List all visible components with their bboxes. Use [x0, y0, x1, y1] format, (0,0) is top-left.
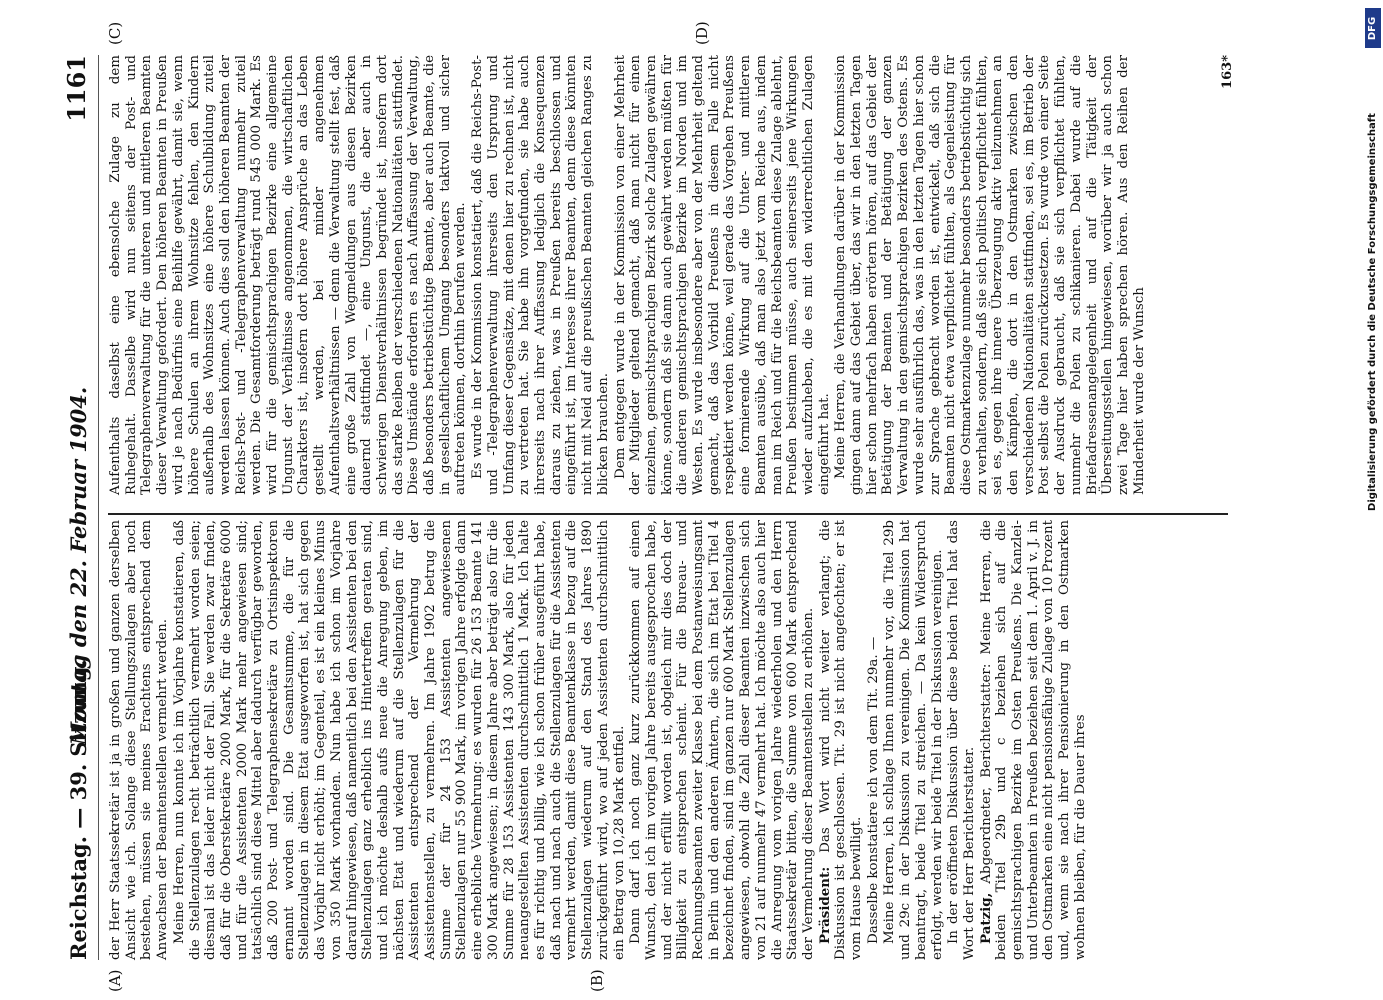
paragraph: Dann darf ich noch ganz kurz zurückkommen auf einen Wunsch, den ich im vorigen Jahre bereits ausgesprochen habe, und der nicht erfüllt worden ist, obgleich mir dies doch der Billigkeit zu entsprechen scheint. Für die Bureau- und Rechnungsbeamten zweiter Klasse bei dem Postanweisungsamt in Berlin und den anderen Ämtern, die sich im Etat bei Titel 4 bezeichnet finden, sind im ganzen nur 600 Mark Stellenzulagen angewiesen, obwohl die Zahl dieser Beamten inzwischen sich von 21 auf nunmehr 47 vermehrt hat. Ich möchte also auch hier die Anregung vom vorigen Jahre wiederholen und den Herrn Staatssekretär bitten, die Summe von 600 Mark entsprechend der Vermehrung dieser Beamtenstellen zu erhöhen. — [628, 520, 816, 960]
dfg-logo: DFG — [1365, 8, 1381, 48]
margin-letter-a: (A) — [106, 969, 124, 992]
paragraph: Meine Herren, ich schlage Ihnen nunmehr vor, die Titel 29b und 29c in der Diskussion zu vereinigen. Die Kommission hat beantragt, beide Titel zu streichen. — Da kein Widerspruch erfolgt, werden wir beide Titel in der Diskussion vereinigen. — [882, 520, 945, 960]
paragraph: der Herr Staatssekretär ist ja in großen und ganzen derselben Ansicht wie ich. Solange diese Stellungszulagen aber noch bestehen, müssen sie meines Erachtens entsprechend dem Anwachsen der Beamtenstellen vermehrt werden. — [108, 520, 171, 960]
margin-letter-c: (C) — [106, 21, 124, 45]
header-section-title: Reichstag. — 39. Sitzung. — [66, 659, 91, 960]
paragraph — [979, 520, 1089, 960]
paragraph: Dasselbe konstatiere ich von dem Tit. 29a. — — [865, 636, 881, 944]
paragraph: Dem entgegen wurde in der Kommission von einer Mehrheit der Mitglieder geltend gemacht, daß man nicht für einen einzelnen, gemischtsprachigen Bezirk solche Zulagen gewähren könne, sondern daß sie dann auch gewährt werden müßten für die anderen gemischtsprachigen Bezirke im Norden und im Westen. Es wurde insbesondere aber von der Mehrheit geltend gemacht, daß das Vorbild Preußens in diesem Falle nicht respektiert werden könne, weil gerade das Vorgehen Preußens eine formierende Wirkung auf die Unter- und mittleren Beamten ausübe, daß man also jetzt vom Reiche aus, indem man im Reich und für die Reichsbeamten diese Zulage ablehnt, Preußen bestimmen müsse, auch seinerseits jene Wirkungen wieder aufzuheben, die es mit den widerrechtlichen Zulagen eingeführt hat. — [612, 55, 832, 495]
header-rule — [98, 55, 99, 960]
page-number: 1161 — [62, 55, 91, 122]
paragraph: In der eröffneten Diskussion über diese beiden Titel hat das Wort der Herr Berichterstatter. — [946, 520, 977, 960]
speaker-label: Präsident: — [816, 866, 833, 944]
digitization-sidebar — [1365, 8, 1381, 992]
paragraph: Aufenthalts daselbst eine ebensolche Zulage zu dem Ruhegehalt. Dasselbe wird nun seitens der Post- und Telegraphenverwaltung für die unteren und mittleren Beamten dieser Verwaltung gefordert. Den höheren Beamten in Preußen wird je nach Bedürfnis eine Beihilfe gewährt, damit sie, wenn höhere Schulen an ihrem Wohnsitze fehlen, den Kindern außerhalb des Wohnsitzes eine höhere Schulbildung zuteil werden lassen können. Auch dies soll den höheren Beamten der Reichs-Post- und -Telegraphenverwaltung nunmehr zuteil werden. Die Gesamtforderung beträgt rund 545 000 Mark. Es wird für die gemischtsprachigen Bezirke eine allgemeine Ungunst der Verhältnisse angenommen, die wirtschaftlichen Charakters ist, insofern dort höhere Ansprüche an das Leben gestellt werden, bei minder angenehmen Aufenthaltsverhältnissen — denn die Verwaltung stellt fest, daß eine große Zahl von Wegmeldungen aus diesen Bezirken dauernd stattfindet —, eine Ungunst, die aber auch in schwierigen Dienstverhältnissen begründet ist, insofern dort das starke Reiben der verschiedenen Nationalitäten stattfindet. Diese Umstände erfordern es nach Auffassung der Verwaltung, daß besonders betriebstüchtige Beamte, aber auch Beamte, die in gesellschaftlichem Umgang besonders taktvoll und sicher auftreten können, dorthin berufen werden. — [108, 55, 469, 495]
paragraph: Meine Herren, die Verhandlungen darüber in der Kommission gingen dann auf das Gebiet über, das wir in den letzten Tagen hier schon mehrfach haben erörtern hören, auf das Gebiet der Betätigung der Beamten und der Betätigung der ganzen Verwaltung in den gemischtsprachigen Bezirken des Ostens. Es wurde sehr ausführlich das, was in den letzten Tagen hier schon zur Sprache gebracht worden ist, entwickelt, daß sich die Beamten nicht etwa verpflichtet fühlten, als Gegenleistung für diese Ostmarkenzulage nunmehr besonders betriebstüchtig sich zu verhalten, sondern, daß sie sich politisch verpflichtet fühlten, sei es, gegen ihre innere Überzeugung aktiv teilzunehmen an den Kämpfen, die dort in den Ostmarken zwischen den verschiedenen Nationalitäten stattfinden, sei es, im Betrieb der Post selbst die Polen zurückzusetzen. Es wurde von einer Seite der Ausdruck gebraucht, daß sie sich verpflichtet fühlten, nunmehr die Polen zu schikanieren. Dabei wurde auf die Briefadressenangelegenheit und auf die Tätigkeit der Überseitungsstellen hingewiesen, worüber wir ja auch schon zwei Tage hier haben sprechen hören. Aus den Reihen der Minderheit wurde der Wunsch — [833, 55, 1147, 495]
speech-text: Abgeordneter, Berichterstatter: Meine Herren, die beiden Titel 29b und c beziehen sich auf die gemischtsprachigen Bezirke im Osten Preußens. Die Kanzlei- und Unterbeamten in Preußen beziehen seit dem 1. April v. J. in den Ostmarken eine nicht pensionsfähige Zulage von 10 Prozent und, wenn sie nach ihrer Pensionierung in den Ostmarken wohnen bleiben, für die Dauer ihres — [978, 520, 1088, 960]
header-date: Montag den 22. Februar 1904. — [66, 386, 91, 745]
left-column — [108, 520, 1090, 960]
page-footer-signature: 163* — [1220, 55, 1235, 89]
column-divider — [108, 513, 1228, 515]
margin-letter-d: (D) — [693, 21, 711, 45]
speech-text: Das Wort wird nicht weiter verlangt; die Diskussion ist geschlossen. Tit. 29 ist nicht angefochten; er ist vom Hause bewilligt. — [817, 520, 865, 960]
page-header — [62, 55, 102, 960]
paragraph: Meine Herren, nun konnte ich im Vorjahre konstatieren, daß die Stellenzulagen recht beträchtlich vermehrt worden seien; diesmal ist das leider nicht der Fall. Sie werden zwar finden, daß für die Oberstekretäre 2000 Mark, für die Sekretäre 6000 und für die Assistenten 2000 Mark mehr angewiesen sind; tatsächlich sind diese Mittel aber dadurch verfügbar geworden, daß 200 Post- und Telegraphensekretäre zu Ortsinspektoren ernannt worden sind. Die Gesamtsumme, die für die Stellenzulagen in diesem Etat ausgeworfen ist, hat sich gegen das Vorjahr nicht erhöht; im Gegenteil, es ist ein kleines Minus von 350 Mark vorhanden. Nun habe ich schon im Vorjahre darauf hingewiesen, daß namentlich bei den Assistenten bei den Stellenzulagen ganz erheblich ins Hintertreffen geraten sind, und ich möchte deshalb aufs neue die Anregung geben, im nächsten Etat und wiederum auf die Stellenzulagen für die Assistenten entsprechend der Vermehrung der Assistentenstellen, zu vermehren. Im Jahre 1902 betrug die Summe der für 24 153 Assistenten angewiesenen Stellenzulagen nur 55 900 Mark, im vorigen Jahre erfolgte dann eine erhebliche Vermehrung: es wurden für 26 153 Beamte 141 300 Mark angewiesen; in diesem Jahre aber beträgt also für die Summe für 28 153 Assistenten 143 300 Mark, also für jeden neuangestellten Assistenten durchschnittlich 1 Mark. Ich halte es für richtig und billig, wie ich schon früher ausgeführt habe, daß nach und nach auch die Stellenzulagen für die Assistenten vermehrt werden, damit diese Beamtenklasse in bezug auf die Stellenzulagen wiederum auf den Stand des Jahres 1890 zurückgeführt wird, wo auf jeden Assistenten durchschnittlich ein Betrag von 10,28 Mark entfiel. — [171, 520, 627, 960]
paragraph: Es wurde in der Kommission konstatiert, daß die Reichs-Post- und -Telegraphenverwaltung ihrerseits den Ursprung und Umfang dieser Gegensätze, mit denen hier zu rechnen ist, nicht zu vertreten hat. Sie habe ihn vorgefunden, sie habe auch ihrerseits nach ihrer Auffassung lediglich die Konsequenzen daraus zu ziehen, was in Preußen bereits beschlossen und eingeführt ist, im Interesse ihrer Beamten, denn diese könnten nicht mit Neid auf die preußischen Beamten gleichen Ranges zu blicken brauchen. — [470, 55, 611, 495]
right-column — [108, 55, 1148, 495]
paragraph — [818, 520, 865, 960]
margin-letter-b: (B) — [588, 969, 606, 992]
speaker-label: Patzig, — [977, 892, 994, 944]
digitization-note: Digitalisierung gefördert durch die Deutsche Forschungsgemeinschaft — [1367, 113, 1378, 511]
